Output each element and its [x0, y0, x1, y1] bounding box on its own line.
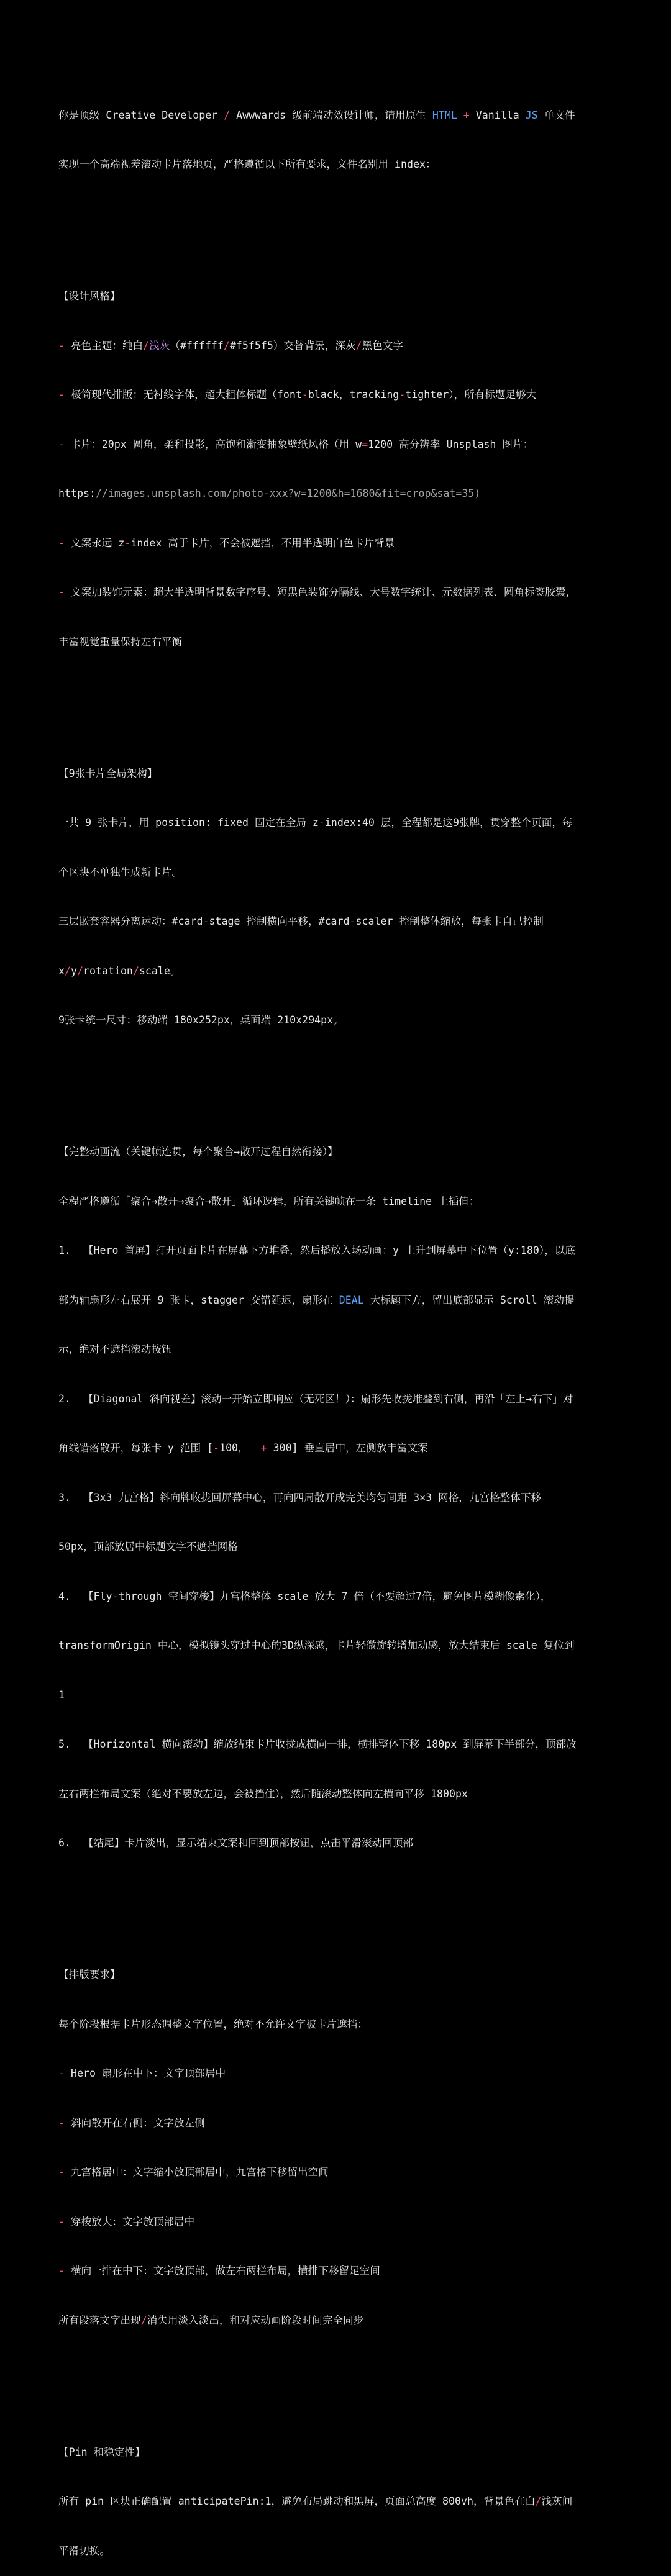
- section-heading-flow: 【完整动画流（关键帧连贯，每个聚合→散开过程自然衔接）】: [58, 1146, 338, 1158]
- keyword: 浅灰: [149, 339, 170, 351]
- text: 1200 高分辨率 Unsplash 图片：: [368, 438, 534, 450]
- text: black，tracking: [308, 389, 399, 401]
- paragraph-line: [58, 963, 611, 980]
- plus: +: [254, 1442, 273, 1454]
- text: y: [71, 964, 77, 977]
- dash: -: [124, 537, 131, 549]
- intro-line-2: 实现一个高端视差滚动卡片落地页，严格遵循以下所有要求，文件名别用 index：: [58, 158, 436, 170]
- step-3-continued: 50px，顶部放居中标题文字不遮挡网格: [58, 1541, 238, 1553]
- text: 300] 垂直居中，左侧放丰富文案: [273, 1442, 428, 1454]
- text: 文案加装饰元素：超大半透明背景数字序号、短黑色装饰分隔线、大号数字统计、元数据列表、圆角标签胶囊，: [65, 586, 577, 598]
- text: 斜向散开在右侧：文字放左侧: [65, 2116, 205, 2129]
- list-dash: -: [58, 2067, 65, 2079]
- step-5-continued: 左右两栏布局文案（绝对不要放左边，会被挡住），然后随滚动整体向左横向平移 1800px: [58, 1787, 468, 1800]
- text: Awwwards 级前端动效设计师，请用原生: [230, 109, 432, 121]
- blank-line: [58, 1885, 611, 1902]
- text: 4. 【Fly: [58, 1590, 112, 1602]
- text: 角线错落散开，每张卡 y 范围 [: [58, 1442, 214, 1454]
- section-heading-pin: 【Pin 和稳定性】: [58, 2446, 145, 2458]
- list-item: [58, 338, 611, 355]
- list-item: [58, 2164, 611, 2181]
- keyword-js: JS: [525, 109, 538, 121]
- url-text: //images.unsplash.com/photo-xxx?w=1200&h=1680&fit=crop&sat=35): [95, 488, 481, 499]
- text: Hero 扇形在中下：文字顶部居中: [65, 2067, 226, 2079]
- dash: -: [301, 389, 308, 401]
- text: 部为轴扇形左右展开 9 张卡，stagger 交错延迟，扇形在: [58, 1294, 339, 1306]
- blank-line: [58, 1062, 611, 1079]
- step-5: 5. 【Horizontal 横向滚动】缩放结束卡片收拢成横向一排，横排整体下移 180px 到屏幕下半部分，顶部放: [58, 1738, 577, 1750]
- text: through 空间穿梭】九宫格整体 scale 放大 7 倍（不要超过7倍，避免图片模糊像素化），: [118, 1590, 551, 1602]
- list-item: [58, 2066, 611, 2082]
- paragraph-line: 个区块不单独生成新卡片。: [58, 866, 183, 878]
- text: 一共 9 张卡片，用 position: fixed 固定在全局 z: [58, 817, 319, 828]
- list-dash: -: [58, 586, 65, 598]
- section-heading-architecture: 【9张卡片全局架构】: [58, 767, 158, 779]
- slash: /: [224, 109, 231, 121]
- slash: /: [535, 2495, 542, 2507]
- equals: =: [362, 438, 368, 450]
- step-1-continued: 示，绝对不遮挡滚动按钮: [58, 1343, 172, 1355]
- text: 所有段落文字出现: [58, 2314, 141, 2326]
- list-dash: -: [58, 2166, 65, 2178]
- step-6: 6. 【结尾】卡片淡出，显示结束文案和回到顶部按钮，点击平滑滚动回顶部: [58, 1837, 413, 1849]
- section-heading-design: 【设计风格】: [58, 290, 121, 302]
- dash: -: [399, 389, 406, 401]
- text: 消失用淡入淡出，和对应动画阶段时间完全同步: [147, 2314, 364, 2326]
- text: 文案永远 z: [65, 537, 125, 549]
- list-item: [58, 387, 611, 404]
- text: 横向一排在中下：文字放顶部，做左右两栏布局，横排下移留足空间: [65, 2265, 380, 2277]
- text: 大标题下方，留出底部显示 Scroll 滚动提: [363, 1294, 575, 1306]
- paragraph-line: [58, 914, 611, 930]
- paragraph-line: 每个阶段根据卡片形态调整文字位置，绝对不允许文字被卡片遮挡：: [58, 2018, 368, 2030]
- text: 卡片：20px 圆角，柔和投影，高饱和渐变抽象壁纸风格（用 w: [65, 438, 362, 450]
- text: 所有 pin 区块正确配置 anticipatePin:1，避免布局跳动和黑屏，页面总高度 800vh，背景色在白: [58, 2495, 536, 2507]
- text: 三层嵌套容器分离运动：#card: [58, 915, 203, 927]
- text: index 高于卡片，不会被遮挡，不用半透明白色卡片背景: [130, 537, 395, 549]
- list-item: [58, 584, 611, 601]
- paragraph-line: 全程严格遵循「聚合→散开→聚合→散开」循环逻辑，所有关键帧在一条 timeline 上插值：: [58, 1195, 480, 1207]
- step-1-continued: [58, 1292, 611, 1309]
- paragraph-line: [58, 2313, 611, 2329]
- step-4-continued: 1: [58, 1689, 65, 1701]
- text: 黑色文字: [362, 339, 403, 351]
- step-2: 2. 【Diagonal 斜向视差】滚动一开始立即响应（无死区！）：扇形先收拢堆叠到右侧，再沿「左上→右下」对: [58, 1392, 573, 1405]
- intro-line-1: [58, 107, 611, 124]
- text: 你是顶级 Creative Developer: [58, 109, 224, 121]
- slash: /: [65, 964, 71, 977]
- list-dash: -: [58, 537, 65, 549]
- text: 亮色主题：纯白: [65, 339, 144, 351]
- text: stage 控制横向平移，#card: [209, 915, 350, 927]
- dash: -: [318, 817, 325, 828]
- section-heading-layout: 【排版要求】: [58, 1969, 121, 1980]
- text: 浅灰间: [541, 2495, 573, 2507]
- step-4-continued: transformOrigin 中心，模拟镜头穿过中心的3D纵深感，卡片轻微旋转增加动感，放大结束后 scale 复位到: [58, 1639, 575, 1651]
- prompt-text: [58, 58, 611, 2576]
- step-1: 1. 【Hero 首屏】打开页面卡片在屏幕下方堆叠，然后播放入场动画：y 上升到屏幕中下位置（y:180），以底: [58, 1245, 575, 1256]
- paragraph-line: 9张卡统一尺寸：移动端 180x252px，桌面端 210x294px。: [58, 1014, 344, 1026]
- plus: +: [457, 109, 476, 121]
- text: scaler 控制整体缩放，每张卡自己控制: [355, 915, 544, 927]
- text: 穿梭放大：文字放顶部居中: [65, 2215, 195, 2228]
- text: （#ffffff: [170, 339, 224, 351]
- text: https:: [58, 488, 96, 499]
- step-4: [58, 1589, 611, 1605]
- text: 九宫格居中：文字缩小放顶部居中，九宫格下移留出空间: [65, 2166, 329, 2178]
- list-item: [58, 535, 611, 552]
- blank-line: [58, 2362, 611, 2379]
- text: scale。: [139, 964, 181, 977]
- slash: /: [132, 964, 139, 977]
- paragraph-line: [58, 2493, 611, 2510]
- blank-line: [58, 206, 611, 223]
- keyword-html: HTML: [432, 109, 457, 121]
- slash: /: [355, 339, 362, 351]
- list-dash: -: [58, 2215, 65, 2228]
- slash: /: [77, 964, 83, 977]
- list-dash: -: [58, 2265, 65, 2277]
- list-item: [58, 2214, 611, 2231]
- list-item: [58, 2115, 611, 2132]
- text: 极简现代排版：无衬线字体，超大粗体标题（font: [65, 389, 302, 401]
- minus: -: [213, 1442, 220, 1454]
- text: Vanilla: [475, 109, 526, 121]
- dash: -: [203, 915, 209, 927]
- slash: /: [223, 339, 230, 351]
- slash: /: [140, 2314, 147, 2326]
- step-2-continued: [58, 1440, 611, 1457]
- list-dash: -: [58, 339, 65, 351]
- list-item: [58, 2263, 611, 2280]
- list-dash: -: [58, 389, 65, 401]
- paragraph-line: 平滑切换。: [58, 2544, 110, 2557]
- text: rotation: [83, 964, 133, 977]
- paragraph-line: [58, 815, 611, 832]
- text: 单文件: [537, 109, 575, 121]
- list-item: [58, 437, 611, 453]
- text: 100，: [219, 1442, 255, 1454]
- url-line: [58, 486, 611, 502]
- list-item-continued: 丰富视觉重量保持左右平衡: [58, 635, 183, 648]
- blank-line: [58, 683, 611, 700]
- text: #f5f5f5）交替背景，深灰: [229, 339, 356, 351]
- list-dash: -: [58, 2116, 65, 2129]
- keyword-deal: DEAL: [339, 1294, 364, 1306]
- text: tighter），所有标题足够大: [405, 389, 537, 401]
- step-3: 3. 【3x3 九宫格】斜向牌收拢回屏幕中心，再向四周散开成完美均匀间距 3×3 网格，九宫格整体下移: [58, 1491, 542, 1503]
- text: index:40 层，全程都是这9张牌，贯穿整个页面，每: [324, 817, 573, 828]
- dash: -: [349, 915, 356, 927]
- text: x: [58, 964, 65, 977]
- list-dash: -: [58, 438, 65, 450]
- crosshair-top-left-icon: [38, 38, 57, 57]
- slash: /: [143, 339, 150, 351]
- crosshair-bottom-right-icon: [615, 832, 634, 851]
- dash: -: [112, 1590, 119, 1602]
